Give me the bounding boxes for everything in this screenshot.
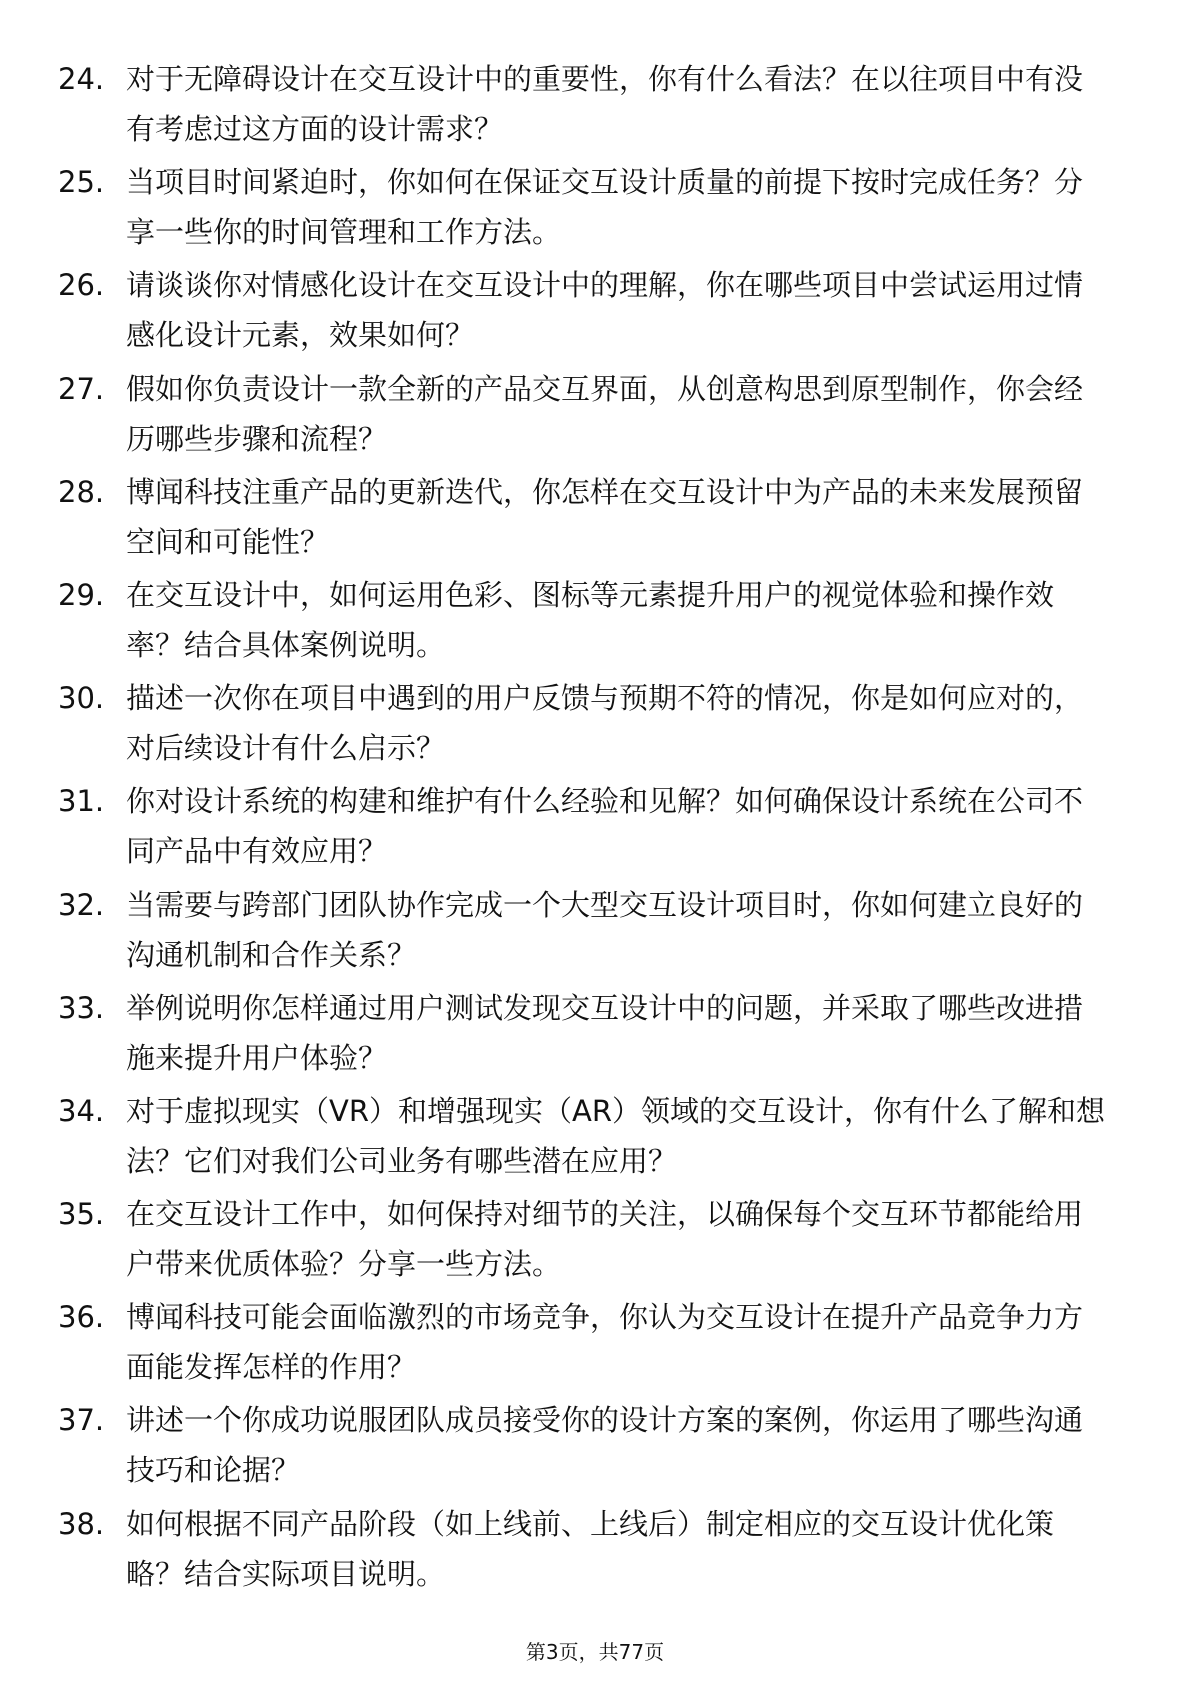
question-text: 在交互设计工作中，如何保持对细节的关注，以确保每个交互环节都能给用户带来优质体验？分享一些方法。 [126, 1197, 1084, 1282]
question-item-28 [58, 467, 1108, 570]
question-number: 37. [58, 1403, 105, 1438]
question-text: 当项目时间紧迫时，你如何在保证交互设计质量的前提下按时完成任务？分享一些你的时间管理和工作方法。 [126, 165, 1084, 250]
question-number: 34. [58, 1093, 105, 1128]
question-text: 假如你负责设计一款全新的产品交互界面，从创意构思到原型制作，你会经历哪些步骤和流程？ [126, 371, 1084, 456]
question-number: 26. [58, 268, 105, 303]
question-number: 33. [58, 990, 105, 1025]
question-number: 25. [58, 165, 105, 200]
page-number-footer: 第3页，共77页 [525, 1640, 665, 1664]
question-item-37 [58, 1395, 1108, 1498]
question-item-34 [58, 1086, 1108, 1189]
question-text: 对于无障碍设计在交互设计中的重要性，你有什么看法？在以往项目中有没有考虑过这方面的设计需求？ [126, 62, 1084, 146]
question-text: 举例说明你怎样通过用户测试发现交互设计中的问题，并采取了哪些改进措施来提升用户体验？ [126, 990, 1084, 1075]
question-item-38 [58, 1499, 1108, 1602]
question-text: 请谈谈你对情感化设计在交互设计中的理解，你在哪些项目中尝试运用过情感化设计元素，效果如何？ [126, 268, 1084, 353]
question-item-26 [58, 260, 1108, 363]
question-text: 你对设计系统的构建和维护有什么经验和见解？如何确保设计系统在公司不同产品中有效应用？ [126, 784, 1084, 869]
question-number: 27. [58, 371, 105, 406]
question-number: 28. [58, 474, 105, 509]
question-text: 描述一次你在项目中遇到的用户反馈与预期不符的情况，你是如何应对的，对后续设计有什么启示？ [126, 681, 1084, 766]
question-item-36 [58, 1292, 1108, 1395]
question-item-29 [58, 570, 1108, 673]
question-item-24 [58, 54, 1108, 157]
question-item-32 [58, 880, 1108, 983]
question-number: 38. [58, 1506, 105, 1541]
question-number: 31. [58, 784, 105, 819]
question-text: 讲述一个你成功说服团队成员接受你的设计方案的案例，你运用了哪些沟通技巧和论据？ [126, 1403, 1084, 1488]
question-item-31 [58, 776, 1108, 879]
question-item-35 [58, 1189, 1108, 1292]
question-text: 对于虚拟现实（VR）和增强现实（AR）领域的交互设计，你有什么了解和想法？它们对我们公司业务有哪些潜在应用？ [126, 1093, 1105, 1178]
question-text: 博闻科技可能会面临激烈的市场竞争，你认为交互设计在提升产品竞争力方面能发挥怎样的作用？ [126, 1300, 1084, 1385]
question-number: 32. [58, 887, 105, 922]
question-number: 29. [58, 577, 105, 612]
question-list [58, 54, 1108, 1602]
question-item-33 [58, 983, 1108, 1086]
question-number: 35. [58, 1197, 105, 1232]
question-text: 博闻科技注重产品的更新迭代，你怎样在交互设计中为产品的未来发展预留空间和可能性？ [126, 474, 1084, 559]
question-text: 如何根据不同产品阶段（如上线前、上线后）制定相应的交互设计优化策略？结合实际项目说明。 [126, 1506, 1055, 1591]
question-item-30 [58, 673, 1108, 776]
question-item-27 [58, 364, 1108, 467]
question-number: 36. [58, 1300, 105, 1335]
question-text: 在交互设计中，如何运用色彩、图标等元素提升用户的视觉体验和操作效率？结合具体案例说明。 [126, 577, 1055, 662]
question-text: 当需要与跨部门团队协作完成一个大型交互设计项目时，你如何建立良好的沟通机制和合作关系？ [126, 887, 1084, 972]
question-number: 24. [58, 62, 105, 96]
question-number: 30. [58, 681, 105, 716]
question-item-25 [58, 157, 1108, 260]
